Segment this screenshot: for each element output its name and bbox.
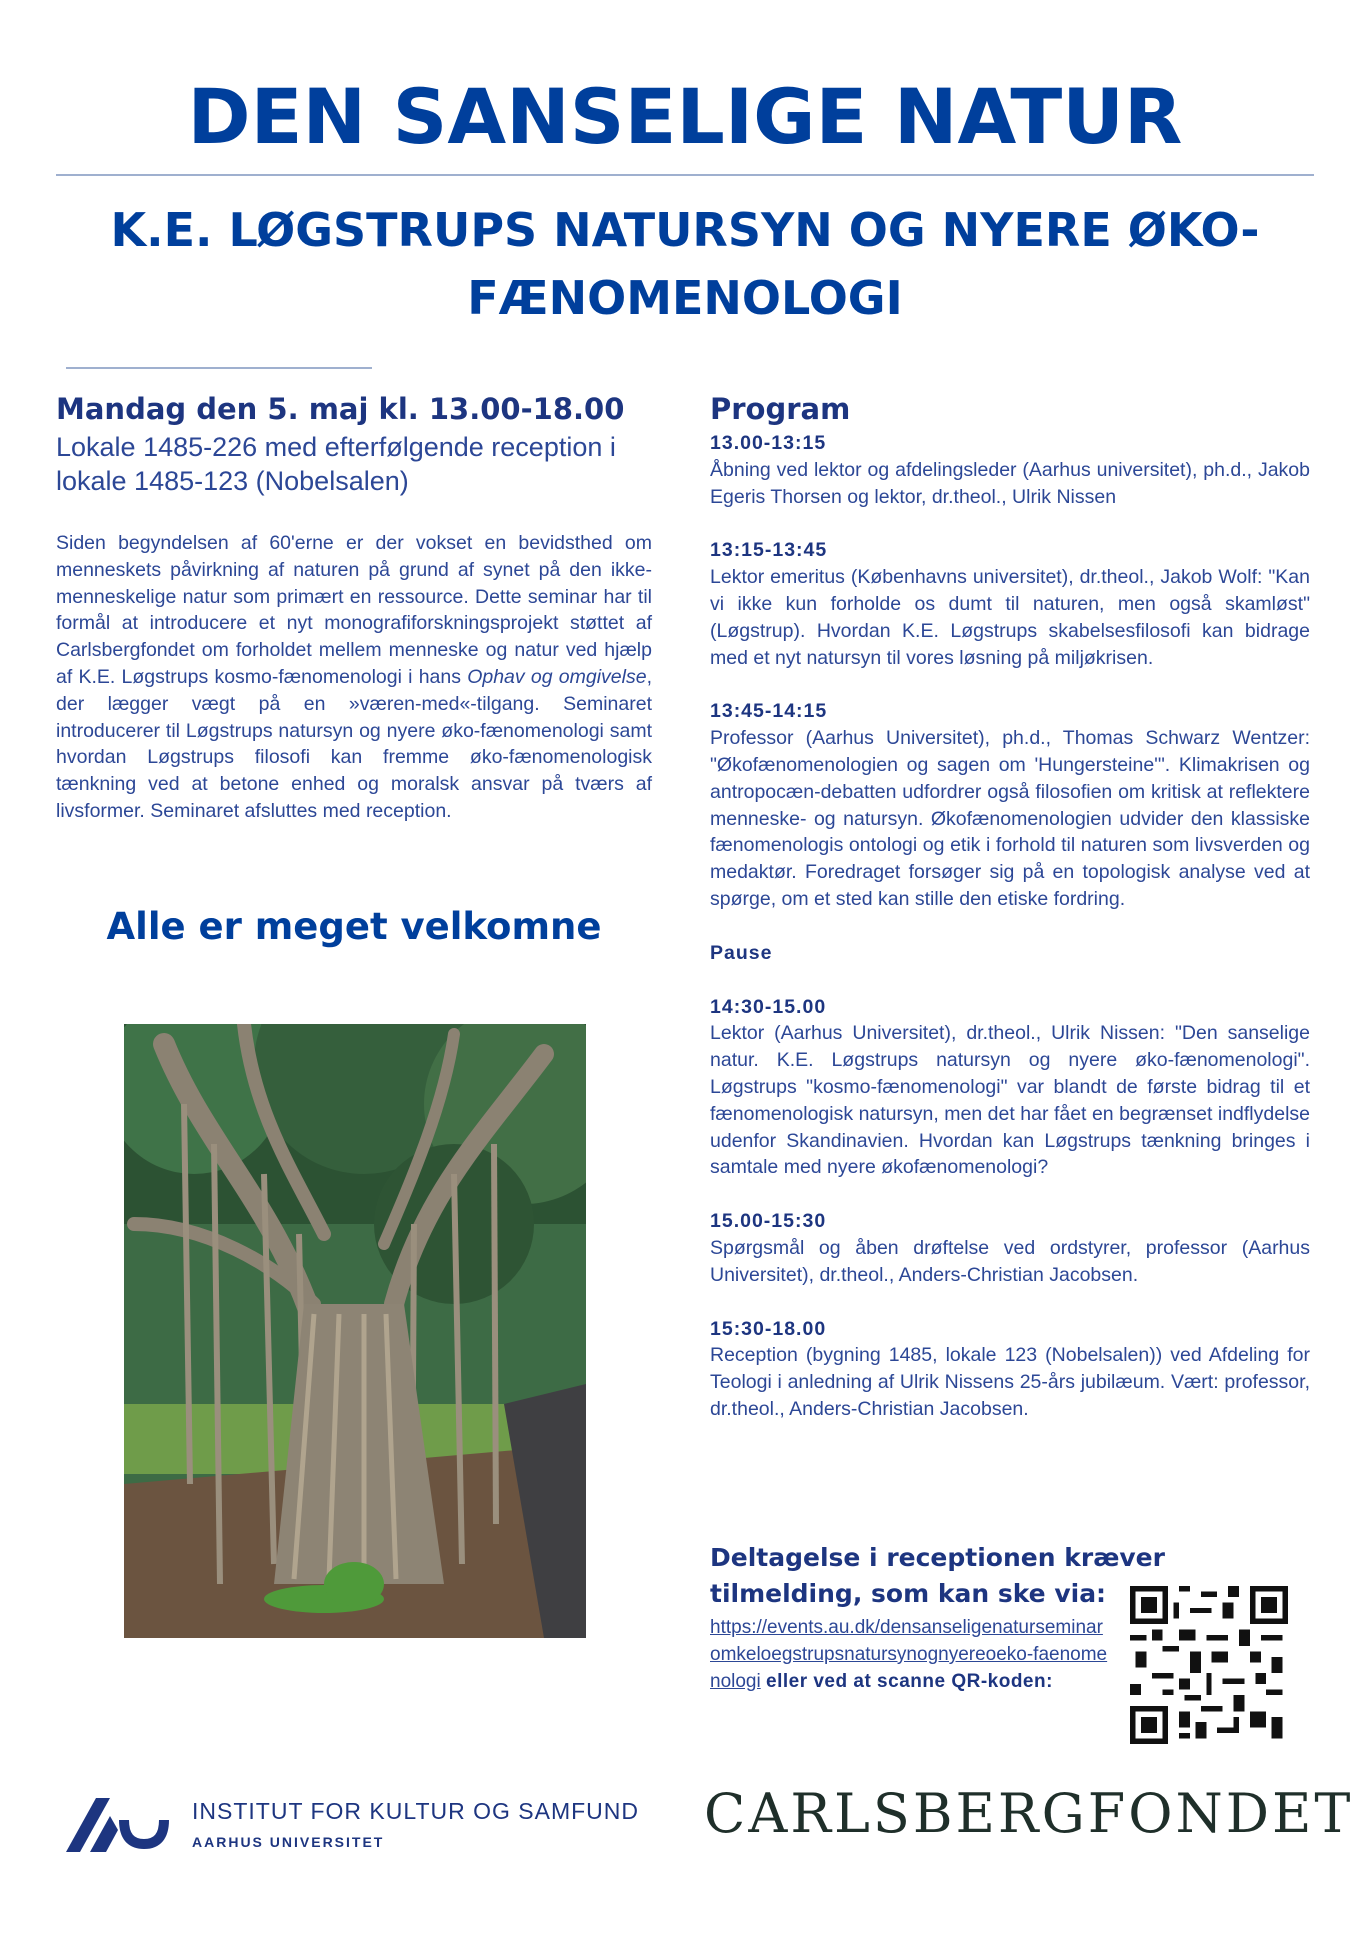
- book-title: Ophav og omgivelse: [467, 665, 647, 688]
- slot-time: 13:15-13:45: [710, 539, 828, 562]
- intro-text-start: Siden begyndelsen af 60'erne er der vokset en bevidsthed om menneskets påvirkning af naturen på grund af synet på den ikke-menneskelige natur som primært en ressource. Dette seminar har til formål at introducere et nyt monografiforskningsprojekt støttet af Carlsbergfondet om forholdet mellem menneske og natur ved hjælp af K.E. Løgstrups kosmo-fænomenologi i hans: [56, 532, 652, 688]
- program-slot: [710, 430, 1310, 510]
- qr-code[interactable]: [1130, 1586, 1288, 1744]
- registration-link[interactable]: https://events.au.dk/densanseligenaturseminaromkeloegstrupsnatursynognyereoeko-faenomenologi: [710, 1617, 1108, 1692]
- slot-description: Åbning ved lektor og afdelingsleder (Aarhus universitet), ph.d., Jakob Egeris Thorsen og lektor, dr.theol., Ulrik Nissen: [710, 458, 1310, 508]
- program-slot: [710, 537, 1310, 671]
- carlsbergfondet-logo: CARLSBERGFONDET: [704, 1782, 1354, 1845]
- program-slot-pause: [710, 940, 1310, 967]
- registration-suffix: eller ved at scanne QR-koden:: [766, 1671, 1053, 1692]
- program-slot: [710, 994, 1310, 1182]
- program-slot: [710, 1316, 1310, 1423]
- slot-description: Reception (bygning 1485, lokale 123 (Nobelsalen)) ved Afdeling for Teologi i anledning af Ulrik Nissens 25-års jubilæum. Vært: professor, dr.theol., Anders-Christian Jacobsen.: [710, 1344, 1310, 1420]
- au-logo-icon: [66, 1798, 174, 1852]
- slot-time: Pause: [710, 941, 773, 964]
- qr-code-icon: [1130, 1586, 1288, 1744]
- program-slot: [710, 698, 1310, 912]
- banyan-tree-illustration: [124, 1024, 586, 1638]
- slot-time: 15:30-18.00: [710, 1317, 827, 1340]
- slot-time: 13:45-14:15: [710, 700, 828, 723]
- institute-name: INSTITUT FOR KULTUR OG SAMFUND: [192, 1798, 639, 1824]
- registration-heading: Deltagelse i receptionen kræver tilmelding, som kan ske via:: [710, 1543, 1165, 1608]
- event-location: Lokale 1485-226 med efterfølgende reception i lokale 1485-123 (Nobelsalen): [56, 432, 616, 496]
- program-slot: [710, 1208, 1310, 1288]
- registration-info: [710, 1614, 1110, 1695]
- section-divider: [66, 367, 372, 369]
- institute-university: AARHUS UNIVERSITET: [192, 1834, 385, 1850]
- page-subtitle: K.E. LØGSTRUPS NATURSYN OG NYERE ØKO-FÆNOMENOLOGI: [110, 203, 1260, 325]
- slot-time: 14:30-15.00: [710, 995, 827, 1018]
- welcome-heading: Alle er meget velkomne: [106, 905, 602, 948]
- slot-description: Lektor emeritus (Københavns universitet), dr.theol., Jakob Wolf: "Kan vi ikke kun forholde os dumt til naturen, men også skamløst" (Løgstrup). Hvordan K.E. Løgstrups skabelsesfilosofi kan bidrage med et nyt natursyn til vores løsning på miljøkrisen.: [710, 566, 1310, 669]
- event-date: Mandag den 5. maj kl. 13.00-18.00: [56, 392, 625, 426]
- banyan-tree-photo: [124, 1024, 586, 1638]
- intro-paragraph: [56, 530, 652, 825]
- intro-text-end: , der lægger vægt på en »væren-med«-tilgang. Seminaret introducerer til Løgstrups natursyn og nyere øko-fænomenologi samt hvordan Løgstrups filosofi kan fremme øko-fænomenologisk tænkning ved at betone enhed og moralsk ansvar på tværs af livsformer. Seminaret afsluttes med reception.: [56, 665, 652, 822]
- page-title: DEN SANSELIGE NATUR: [187, 72, 1183, 161]
- title-divider: [56, 174, 1314, 176]
- slot-description: Spørgsmål og åben drøftelse ved ordstyrer, professor (Aarhus Universitet), dr.theol., Anders-Christian Jacobsen.: [710, 1236, 1310, 1286]
- slot-time: 15.00-15:30: [710, 1210, 827, 1233]
- program-schedule: [710, 430, 1310, 1450]
- slot-description: Lektor (Aarhus Universitet), dr.theol., Ulrik Nissen: "Den sanselige natur. K.E. Løgstrups natursyn og nyere øko-fænomenologi". Løgstrups "kosmo-fænomenologi" var blandt de første bidrag til et fænomenologisk natursyn, men det har fået en begrænset indflydelse udenfor Skandinavien. Hvordan kan Løgstrups tænkning bringes i samtale med nyere økofænomenologi?: [710, 1022, 1310, 1179]
- slot-time: 13.00-13:15: [710, 432, 827, 454]
- program-heading: Program: [710, 392, 851, 426]
- slot-description: Professor (Aarhus Universitet), ph.d., Thomas Schwarz Wentzer: "Økofænomenologien og sagen om 'Hungersteine'". Klimakrisen og antropocæn-debatten udfordrer også filosofien om kritisk at reflektere menneske- og natursyn. Økofænomenologien udvider den klassiske fænomenologis ontologi og etik i forhold til naturen som livsverden og medaktør. Foredraget forsøger sig på en topologisk analyse ved at spørge, om et sted kan stille den etiske fordring.: [710, 727, 1310, 910]
